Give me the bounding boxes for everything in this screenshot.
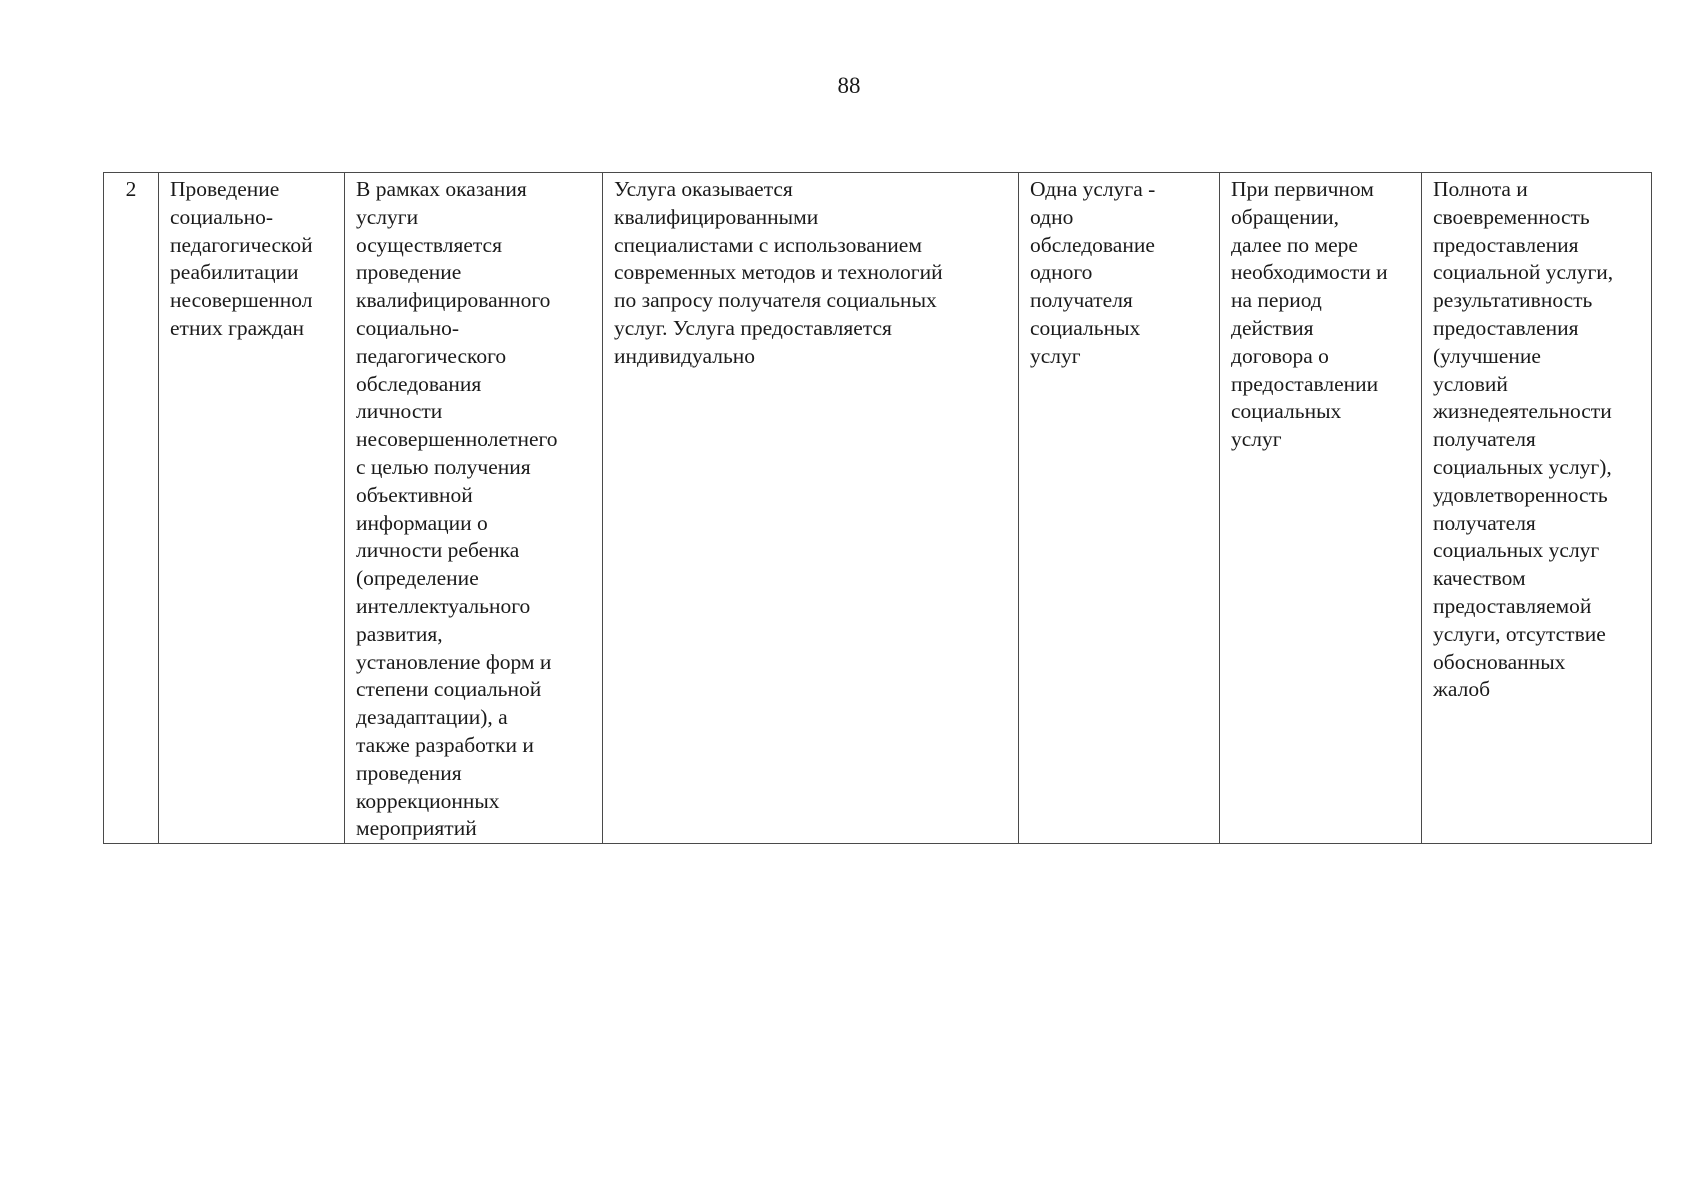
row-number-cell — [104, 173, 159, 844]
description-cell — [345, 173, 603, 844]
quality-cell — [1422, 173, 1652, 844]
conditions-cell — [603, 173, 1019, 844]
row-number: 2 — [125, 177, 137, 201]
unit-text: Одна услуга - одно обследование одного получателя социальных услуг — [1030, 177, 1156, 368]
services-table — [103, 172, 1652, 844]
page-number: 88 — [837, 73, 861, 98]
period-cell — [1220, 173, 1422, 844]
table-row — [104, 173, 1652, 844]
service-name-text: Проведение социально- педагогической реабилитации несовершеннол етних граждан — [170, 177, 313, 340]
description-text: В рамках оказания услуги осуществляется проведение квалифицированного социально- педагогического обследования личности несовершеннолетнего с целью получения объективной информации о личности ребенка (определение интеллектуального развития, установление форм и степени социальной дезадаптации), а также разработки и проведения коррекционных мероприятий — [356, 177, 558, 841]
quality-text: Полнота и своевременность предоставления социальной услуги, результативность предоставления (улучшение условий жизнедеятельности получателя социальных услуг), удовлетворенность получателя социальных услуг качеством предоставляемой услуги, отсутствие обоснованных жалоб — [1433, 177, 1614, 702]
conditions-text: Услуга оказывается квалифицированными специалистами с использованием современных методов и технологий по запросу получателя социальных услуг. Услуга предоставляется индивидуально — [614, 177, 943, 368]
service-name-cell — [159, 173, 345, 844]
unit-cell — [1019, 173, 1220, 844]
period-text: При первичном обращении, далее по мере необходимости и на период действия договора о предоставлении социальных услуг — [1231, 177, 1388, 452]
